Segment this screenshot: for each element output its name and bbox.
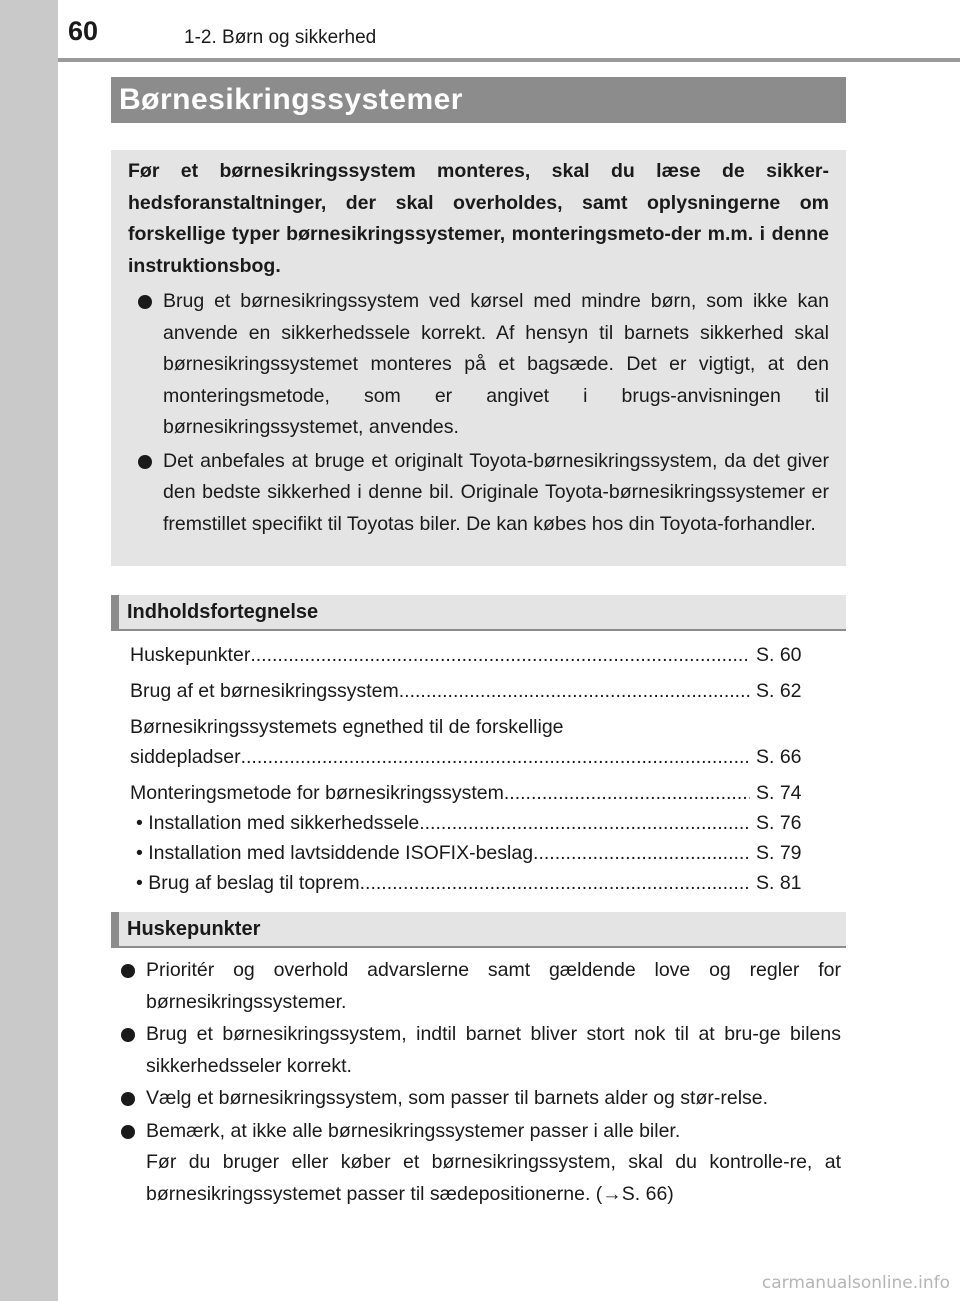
list-item: Det anbefales at bruge et originalt Toyota-børnesikringssystem, da det giver den bedste sikkerhed i denne bil. Originale Toyota-børnesikringssystemer er fremstillet specifikt til Toyotas biler. De kan købes hos din Toyota-forhandler. [128,446,829,541]
bullet-dot-icon [121,1092,135,1106]
list-item: Brug et børnesikringssystem ved kørsel med mindre børn, som ikke kan anvende en sikkerhedssele korrekt. Af hensyn til barnets sikkerhed skal børnesikringssystemet monteres på et bagsæde. Det er vigtigt, at den monteringsmetode, som er angivet i brugs-anvisningen til børnesikringssystemet, anvendes. [128,286,829,444]
toc-subentry[interactable]: • Brug af beslag til toprem ..... S. 81 [130,868,810,898]
table-of-contents [130,640,810,898]
watermark: carmanualsonline.info [761,1273,950,1293]
page-number: 60 [68,16,99,46]
bullet-dot-icon [121,1125,135,1139]
toc-entry[interactable]: siddepladser ..... S. 66 [130,742,810,772]
bullet-dot-icon [138,295,152,309]
toc-entry[interactable]: Huskepunkter ..... S. 60 [130,640,810,670]
intro-lead-text: Før et børnesikringssystem monteres, skal du læse de sikker-hedsforanstaltninger, der skal overholdes, samt oplysningerne om forskellige typer børnesikringssystemer, monteringsmeto-der m.m. i denne instruktionsbog. [128,160,829,277]
tips-bullet-list [111,955,841,1210]
side-tab-bar [0,0,58,1301]
toc-heading: Indholdsfortegnelse [111,595,846,631]
tip-continuation: Før du bruger eller køber et børnesikringssystem, skal du kontrolle-re, at børnesikringssystemet passer til sædepositionerne. (→S. 66) [146,1151,841,1205]
list-item: Brug et børnesikringssystem, indtil barnet bliver stort nok til at bru-ge bilens sikkerhedsseler korrekt. [111,1019,841,1082]
list-item: Vælg et børnesikringssystem, som passer til barnets alder og stør-relse. [111,1083,841,1115]
page-title: Børnesikringssystemer [111,77,846,123]
list-item: Bemærk, at ikke alle børnesikringssystemer passer i alle biler. Før du bruger eller køber et børnesikringssystem, skal du kontrolle-re, at børnesikringssystemet passer til sædepositionerne. (→S. 66) [111,1116,841,1211]
intro-box [111,150,846,566]
toc-subentry[interactable]: • Installation med sikkerhedssele ..... S. 76 [130,808,810,838]
toc-subentry[interactable]: • Installation med lavtsiddende ISOFIX-beslag ..... S. 79 [130,838,810,868]
intro-bullet-list [128,286,829,540]
header-divider [58,58,960,62]
list-item: Prioritér og overhold advarslerne samt gældende love og regler for børnesikringssystemer. [111,955,841,1018]
bullet-dot-icon [121,964,135,978]
section-header: 1-2. Børn og sikkerhed [184,27,377,48]
bullet-dot-icon [121,1028,135,1042]
toc-entry[interactable]: Monteringsmetode for børnesikringssystem ..... S. 74 [130,778,810,808]
toc-entry[interactable]: Brug af et børnesikringssystem ..... S. 62 [130,676,810,706]
tips-heading: Huskepunkter [111,912,846,948]
tips-section [111,955,841,1211]
toc-entry-line1[interactable]: Børnesikringssystemets egnethed til de forskellige [130,716,564,738]
bullet-dot-icon [138,455,152,469]
